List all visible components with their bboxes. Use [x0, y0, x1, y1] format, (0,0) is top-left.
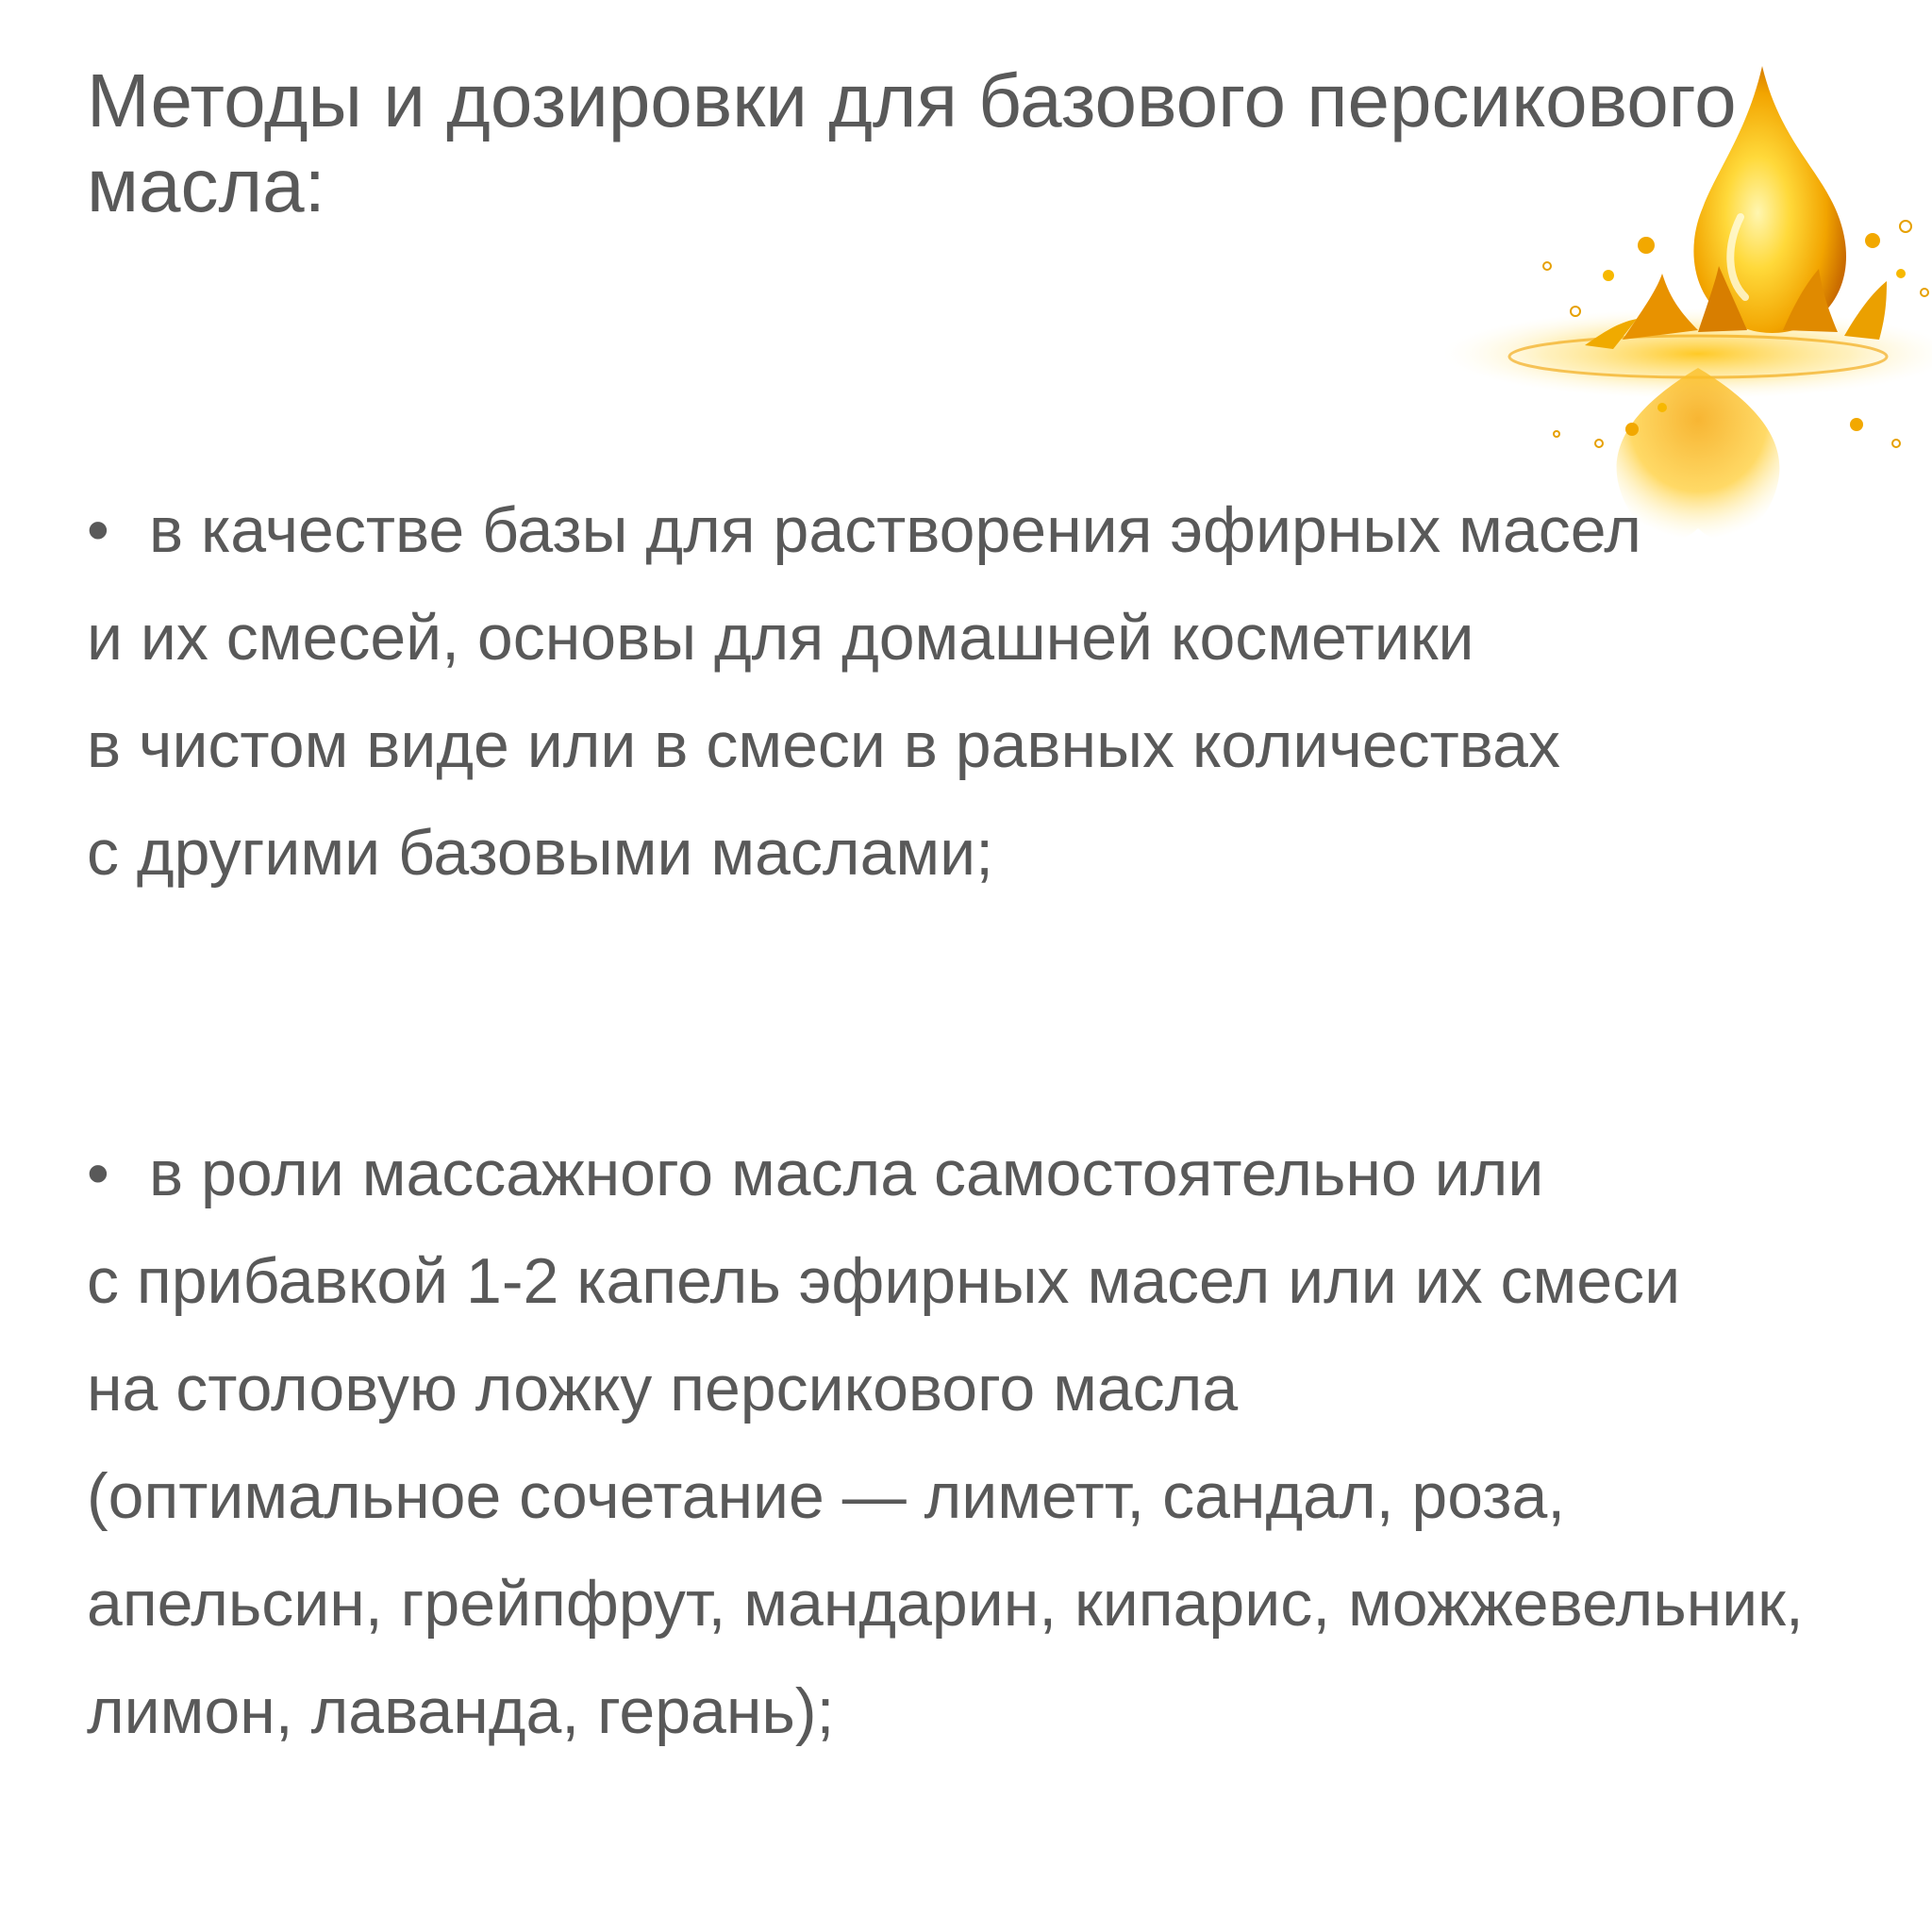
- text-line: в чистом виде или в смеси в равных количествах: [87, 709, 1560, 781]
- bullet-marker: •: [87, 494, 109, 566]
- bullet-section-1: [87, 476, 1898, 907]
- bullet-line: [87, 1120, 1898, 1227]
- text-line: и их смесей, основы для домашней косметики: [87, 602, 1474, 674]
- text-line: с другими базовыми маслами;: [87, 817, 994, 889]
- text-line: (оптимальное сочетание — лиметт, сандал, роза,: [87, 1460, 1566, 1532]
- text-line: в роли массажного масла самостоятельно или: [149, 1138, 1544, 1209]
- bullet-section-2: [87, 1120, 1898, 1765]
- page-title: Методы и дозировки для базового персикового масла:: [87, 58, 1737, 227]
- bullet-marker: •: [87, 1138, 109, 1209]
- text-line: с прибавкой 1-2 капель эфирных масел или их смеси: [87, 1245, 1681, 1317]
- text-line: в качестве базы для растворения эфирных масел: [149, 494, 1641, 566]
- text-line: на столовую ложку персикового масла: [87, 1353, 1239, 1424]
- bullet-line: [87, 476, 1898, 584]
- text-line: лимон, лаванда, герань);: [87, 1675, 835, 1747]
- text-line: апельсин, грейпфрут, мандарин, кипарис, можжевельник,: [87, 1568, 1804, 1640]
